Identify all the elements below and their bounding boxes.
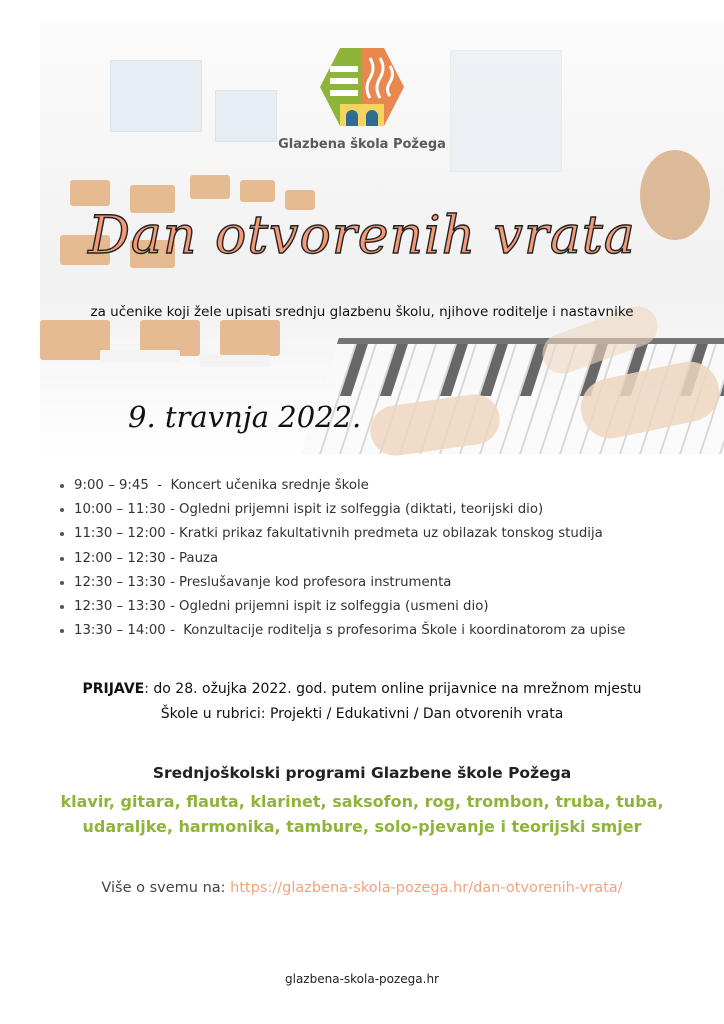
school-building-logo-icon — [318, 44, 406, 130]
schedule-item — [74, 571, 625, 595]
more-info-link[interactable]: https://glazbena-skola-pozega.hr/dan-otvorenih-vrata/ — [230, 880, 623, 896]
schedule-time: 10:00 – 11:30 — [74, 502, 166, 518]
schedule-time: 12:00 – 12:30 — [74, 550, 166, 566]
schedule-separator: - — [148, 478, 171, 493]
schedule-text: Kratki prikaz fakultativnih predmeta uz obilazak tonskog studija — [179, 526, 603, 542]
schedule-separator: - — [165, 526, 180, 542]
schedule-list — [56, 474, 625, 643]
registration-line-1: : do 28. ožujka 2022. god. putem online prijavnice na mrežnom mjestu — [144, 681, 642, 697]
schedule-separator: - — [165, 550, 180, 566]
schedule-item — [74, 619, 625, 643]
schedule-text: Ogledni prijemni ispit iz solfeggia (diktati, teorijski dio) — [179, 502, 544, 518]
footer-website: glazbena-skola-pozega.hr — [285, 972, 439, 986]
event-title: Dan otvorenih vrata — [88, 206, 636, 266]
schedule-separator: - — [165, 502, 180, 518]
programs-list — [0, 789, 724, 839]
event-subtitle: za učenike koji žele upisati srednju glazbenu školu, njihove roditelje i nastavnike — [90, 304, 634, 320]
schedule-separator: - — [165, 574, 180, 590]
registration-line-2: Škole u rubrici: Projekti / Edukativni / Dan otvorenih vrata — [160, 706, 564, 722]
event-date: 9. travnja 2022. — [128, 400, 362, 434]
schedule-text: Ogledni prijemni ispit iz solfeggia (usmeni dio) — [179, 599, 489, 615]
schedule-text: Koncert učenika srednje škole — [170, 478, 369, 493]
schedule-time: 9:00 – 9:45 — [74, 478, 149, 493]
schedule-time: 13:30 – 14:00 — [74, 623, 166, 639]
schedule-item — [74, 547, 625, 571]
schedule-separator: - — [165, 599, 180, 615]
schedule-time: 12:30 – 13:30 — [74, 599, 166, 615]
registration-label: PRIJAVE — [82, 681, 145, 697]
schedule-text: Pauza — [179, 550, 219, 566]
schedule-text: Preslušavanje kod profesora instrumenta — [179, 574, 452, 590]
schedule-time: 12:30 – 13:30 — [74, 574, 166, 590]
schedule-item — [74, 522, 625, 546]
programs-title: Srednjoškolski programi Glazbene škole Požega — [152, 764, 572, 782]
schedule-item — [74, 474, 625, 498]
programs-line-2: udaraljke, harmonika, tambure, solo-pjevanje i teorijski smjer — [82, 817, 642, 836]
schedule-text: Konzultacije roditelja s profesorima Škole i koordinatorom za upise — [183, 623, 626, 639]
schedule-item — [74, 595, 625, 619]
programs-line-1: klavir, gitara, flauta, klarinet, saksofon, rog, trombon, truba, tuba, — [60, 792, 664, 811]
schedule-separator: - — [165, 623, 184, 639]
schedule-time: 11:30 – 12:00 — [74, 526, 166, 542]
more-info-label: Više o svemu na: — [101, 880, 231, 896]
schedule-item — [74, 498, 625, 522]
more-info — [0, 880, 724, 896]
school-name: Glazbena škola Požega — [278, 137, 446, 152]
registration-info — [0, 677, 724, 727]
